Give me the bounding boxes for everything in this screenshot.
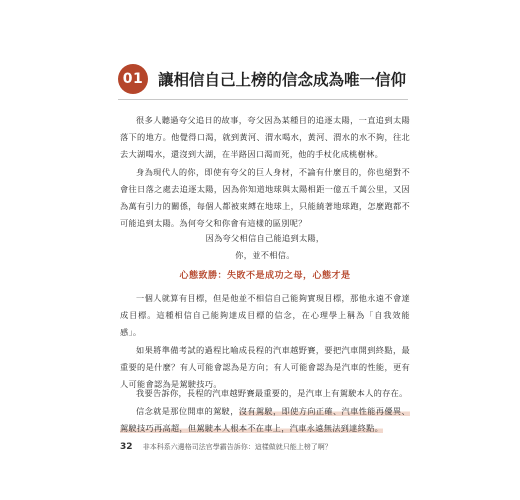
section-number-badge: 01 (118, 64, 148, 94)
page-number: 32 (120, 442, 133, 452)
header-divider (118, 99, 408, 100)
paragraph-kuafu-story: 很多人聽過夸父追日的故事，夸父因為某種目的追逐太陽，一直追到太陽落下的地方。他覺得口渴，就到黃河、渭水喝水，黃河、渭水的水不夠，往北去大湖喝水，還沒到大湖，在半路因口渴而死，他的手杖化成桃樹林。 (120, 115, 410, 159)
running-book-title: 非本科系六邊格司法官學霸告訴你：這樣做就只能上榜了啊？ (142, 443, 332, 451)
center-quote-line-2: 你，並不相信。 (235, 250, 295, 260)
belief-highlight-text: 沒有駕駛，即使方向正確、汽車性能再優異、駕駛技巧再高超，但駕駛本人根本不在車上，汽車永遠無法到達終點。 (120, 406, 410, 433)
center-quote-line-1: 因為夸父相信自己能追到太陽， (205, 233, 325, 243)
paragraph-modern-person: 身為現代人的你，即使有夸父的巨人身材，不論有什麼目的，你也絕對不會往日落之處去追逐太陽，因為你知道地球與太陽相距一億五千萬公里，又因為萬有引力的關係，每個人都被束縛在地球上，只能繞著地球跑，怎麼跑都不可能追到太陽。為何夸父和你會有這樣的區別呢？ (120, 167, 410, 228)
belief-plain-text: 信念就是那位開車的駕駛， (136, 406, 239, 416)
section-title: 讓相信自己上榜的信念成為唯一信仰 (158, 71, 407, 89)
subheading-mindset: 心態致勝：失敗不是成功之母，心態才是 (179, 271, 351, 281)
paragraph-driver-presence: 我要告訴你，長程的汽車越野賽最重要的，是汽車上有駕駛本人的存在。 (136, 388, 408, 398)
paragraph-self-efficacy: 一個人就算有目標，但是他並不相信自己能夠實現目標，那他永遠不會達成目標。這種相信自己能夠達成目標的信念，在心理學上稱為「自我效能感」。 (120, 293, 410, 337)
section-header (118, 58, 418, 100)
page-footer (120, 442, 332, 452)
paragraph-rally-metaphor: 如果將準備考試的過程比喻成長程的汽車越野賽，要把汽車開到終點，最重要的是什麼？有人可能會認為是方向；有人可能會認為是汽車的性能，更有人可能會認為是駕駛技巧。 (120, 345, 410, 389)
paragraph-belief-driver (120, 403, 410, 437)
